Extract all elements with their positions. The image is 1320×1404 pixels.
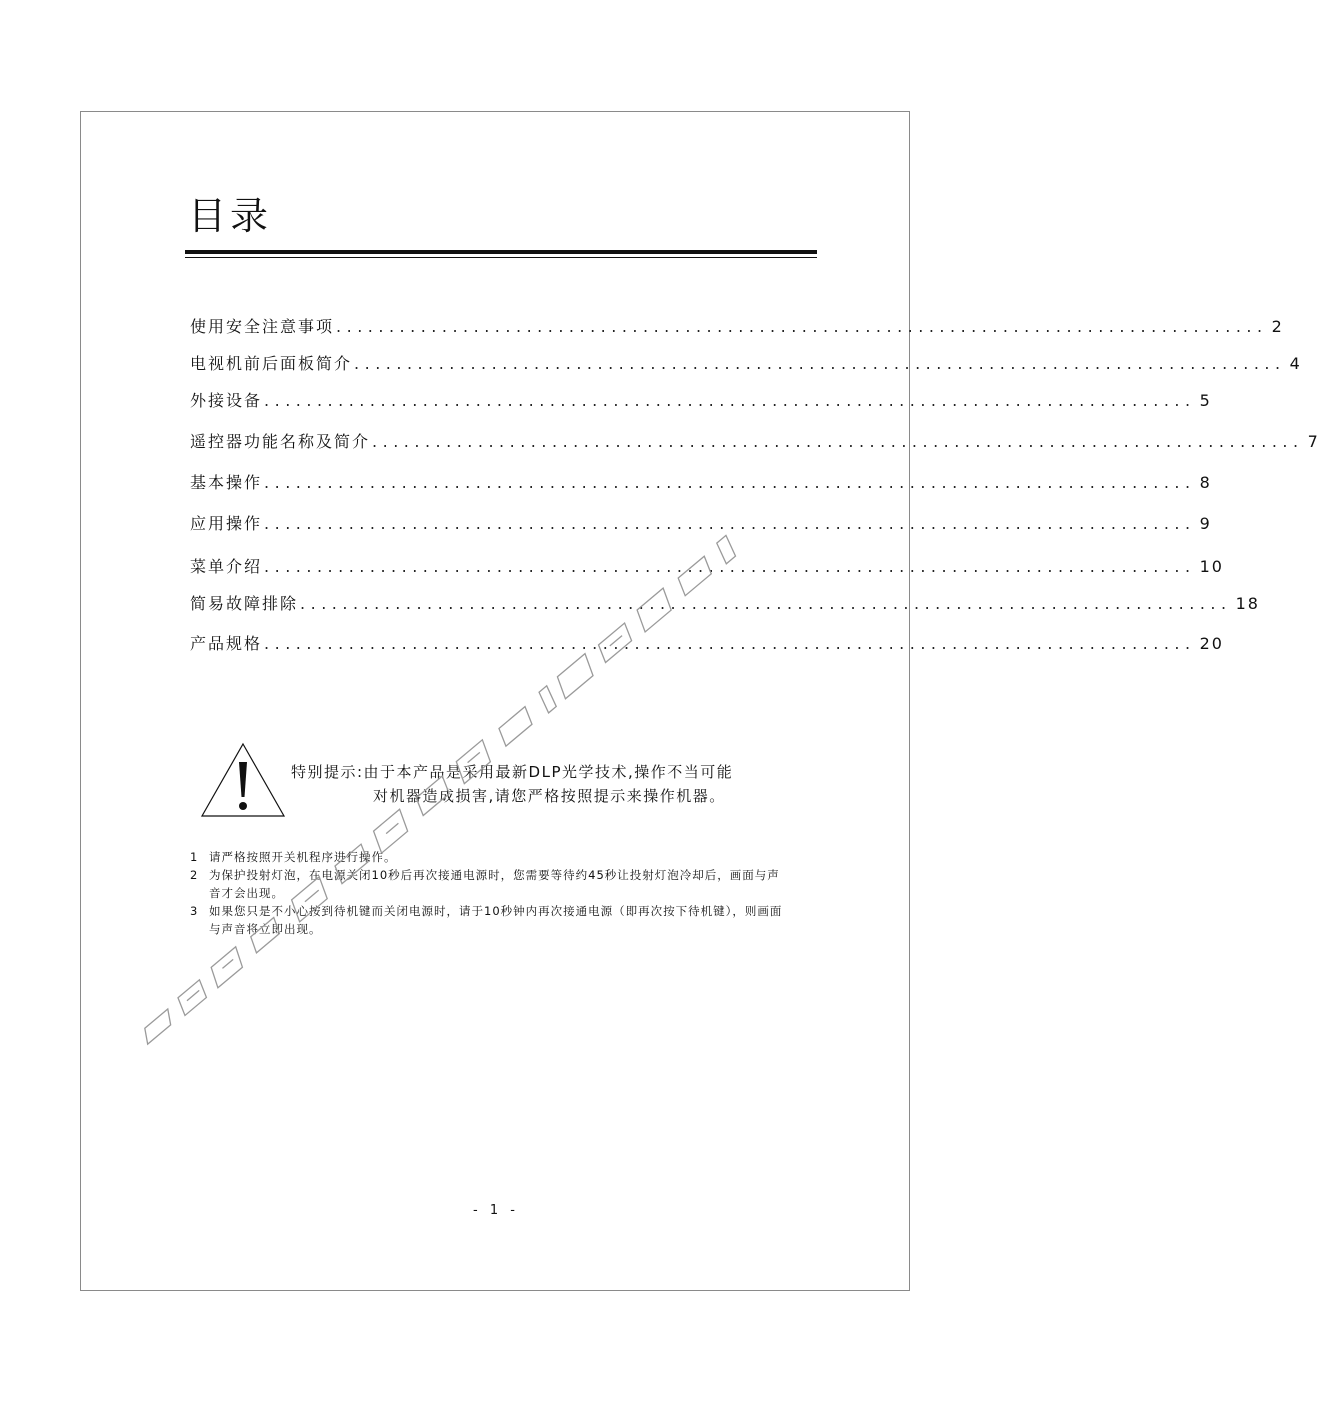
toc-entry[interactable] <box>190 591 1260 613</box>
toc-leader-dots: ........................................................................................ <box>264 473 1196 492</box>
toc-entry-page: 7 <box>1307 432 1320 451</box>
toc-entry[interactable] <box>190 314 1284 336</box>
page-title: 目录 <box>188 194 273 238</box>
toc-entry[interactable] <box>190 429 1320 451</box>
warning-line-2: 对机器造成损害,请您严格按照提示来操作机器。 <box>373 787 726 805</box>
notes-list <box>190 848 790 938</box>
toc-entry-label: 简易故障排除 <box>190 594 299 613</box>
toc-entry[interactable] <box>190 554 1224 576</box>
toc-leader-dots: ........................................................................................ <box>300 594 1232 613</box>
toc-entry-page: 20 <box>1199 634 1224 653</box>
warning-triangle-icon <box>200 742 286 818</box>
list-item <box>190 866 790 902</box>
toc-entry-label: 使用安全注意事项 <box>190 317 335 336</box>
page-frame <box>80 111 910 1291</box>
toc-entry-label: 电视机前后面板简介 <box>190 354 353 373</box>
toc-entry-label: 菜单介绍 <box>190 557 263 576</box>
toc-entry-page: 5 <box>1199 391 1212 410</box>
toc-entry-page: 2 <box>1271 317 1284 336</box>
list-item <box>190 848 790 866</box>
toc-leader-dots: ........................................................................................ <box>264 391 1196 410</box>
note-text: 请严格按照开关机程序进行操作。 <box>209 850 397 864</box>
toc-entry[interactable] <box>190 631 1224 653</box>
toc-leader-dots: ........................................................................................ <box>336 317 1268 336</box>
note-text: 为保护投射灯泡，在电源关闭10秒后再次接通电源时，您需要等待约45秒让投射灯泡冷却后，画面与声音才会出现。 <box>209 868 780 900</box>
toc-entry-page: 8 <box>1199 473 1212 492</box>
note-text: 如果您只是不小心按到待机键而关闭电源时，请于10秒钟内再次接通电源（即再次按下待机键），则画面与声音将立即出现。 <box>209 904 783 936</box>
list-item <box>190 902 790 938</box>
toc-entry[interactable] <box>190 511 1212 533</box>
note-number: 1 <box>190 850 199 864</box>
warning-line-1: 特别提示:由于本产品是采用最新DLP光学技术,操作不当可能 <box>291 763 734 781</box>
toc-leader-dots: ........................................................................................ <box>264 514 1196 533</box>
note-number: 3 <box>190 904 199 918</box>
toc-entry-label: 产品规格 <box>190 634 263 653</box>
toc-entry-label: 遥控器功能名称及简介 <box>190 432 371 451</box>
toc-entry-page: 18 <box>1235 594 1260 613</box>
title-rule-thin <box>185 257 817 258</box>
toc-leader-dots: ........................................................................................ <box>372 432 1304 451</box>
toc-leader-dots: ........................................................................................ <box>264 634 1196 653</box>
toc-entry-label: 基本操作 <box>190 473 263 492</box>
toc-leader-dots: ........................................................................................ <box>354 354 1286 373</box>
note-number: 2 <box>190 868 199 882</box>
toc-entry[interactable] <box>190 470 1212 492</box>
title-rule-thick <box>185 250 817 254</box>
page-number: - 1 - <box>473 1203 519 1218</box>
toc-leader-dots: ........................................................................................ <box>264 557 1196 576</box>
toc-entry[interactable] <box>190 351 1302 373</box>
toc-entry-page: 4 <box>1289 354 1302 373</box>
toc-entry-label: 外接设备 <box>190 391 263 410</box>
toc-entry-page: 10 <box>1199 557 1224 576</box>
warning-message <box>291 760 733 808</box>
toc-entry-label: 应用操作 <box>190 514 263 533</box>
toc-entry[interactable] <box>190 388 1212 410</box>
toc-entry-page: 9 <box>1199 514 1212 533</box>
